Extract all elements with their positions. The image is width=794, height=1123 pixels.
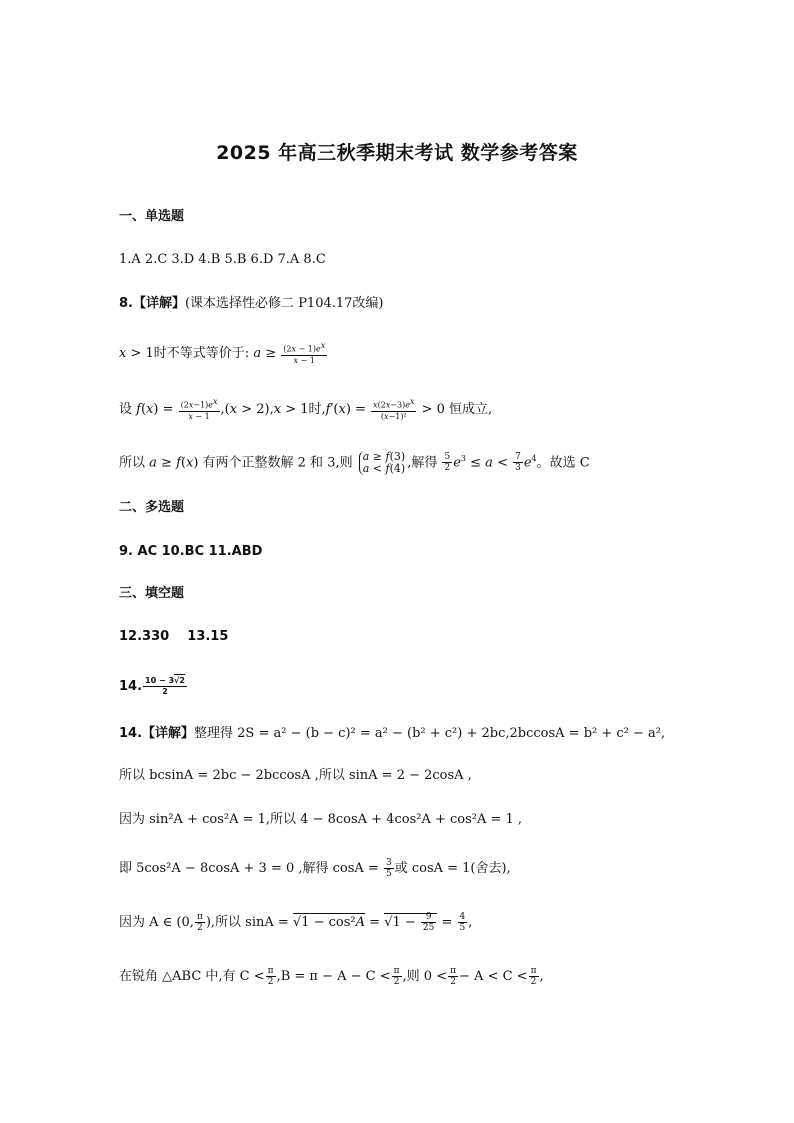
answers-multi-choice: 9. AC 10.BC 11.ABD [119,544,263,559]
section-single-choice: 一、单选题 [119,209,185,224]
q14-l6b: ,B = π − A − C < [276,969,391,984]
frac-5-2: $\frac{5}{2}$ [444,452,451,474]
q8-l2-c: 恒成立, [449,401,493,417]
frac-9-25: $\frac{9}{25}$ [422,912,435,933]
q8-source: (课本选择性必修二 P104.17改编) [184,296,384,311]
section-multi-choice: 二、多选题 [119,500,185,515]
q14-line-5: 因为 A ∈ (0, $\frac{\pi}{2}$ ),所以 sinA = √1 − cos²A = √1 − $\frac{9}{25}$ = $\frac{4}{5}$ , [119,912,473,933]
q8-l2-a: 设 [119,401,137,417]
q14-line-6 [119,966,544,987]
q14-l5b: ),所以 sinA = [205,915,293,930]
frac-pi-2-b: $\frac{\pi}{2}$ [393,966,400,987]
q14-prefix: 14. [119,679,143,694]
q8-l1-text: 时不等式等价于: [153,345,250,361]
frac-pi-2-d: $\frac{\pi}{2}$ [530,966,537,987]
q8-line-3: 所以 a ≥ f(x) 有两个正整数解 2 和 3,则 a ≥ f(3) a < f(4) ,解得 $\frac{5}{2}$ $e^3 \le a$ < $\frac{7}{3}$ $e^4$。故选 C [119,449,590,475]
frac-pi-2-c: $\frac{\pi}{2}$ [450,966,457,987]
q8-fraction-2: $\frac{(2x-1)e^x}{x - 1}$ [180,397,218,421]
q8-system: a ≥ f(3) a < f(4) [359,451,405,475]
frac-pi-2: $\frac{\pi}{2}$ [196,912,203,933]
q14-l6a: 在锐角 △ABC 中,有 C < [119,969,265,984]
q14-answer-fraction: $\frac{10 - 3√2}{2}$ [145,676,185,696]
q14-head: 14.【详解】 [119,726,195,741]
frac-7-3: $\frac{7}{3}$ [515,452,521,474]
answers-fill-12-13: 12.330 13.15 [119,629,229,644]
q14-l6d: − A < C < [459,969,528,984]
frac-3-5: $\frac{3}{5}$ [385,858,392,879]
q14-l6c: ,则 0 < [402,969,448,984]
q14-line-1 [119,724,665,744]
q14-l5a: 因为 A ∈ (0, [119,915,194,930]
page-title: 2025 年高三秋季期末考试 数学参考答案 [216,142,578,164]
q14-line-2: 所以 bcsinA = 2bc − 2bccosA ,所以 sinA = 2 − 2cosA , [119,768,472,783]
q14-l6e: , [539,969,544,984]
answers-single-choice: 1.A 2.C 3.D 4.B 5.B 6.D 7.A 8.C [119,252,326,267]
q8-head: 8.【详解】 [119,296,185,311]
q14-line-4 [119,858,511,879]
q14-l1: 整理得 2S = a² − (b − c)² = a² − (b² + c²) + 2bc,2bccosA = b² + c² − a², [194,726,666,741]
q14-l4b: 或 cosA = 1(舍去), [394,861,511,876]
answer-14 [119,676,188,697]
q14-line-3: 因为 sin²A + cos²A = 1,所以 4 − 8cosA + 4cos²A + cos²A = 1 , [119,812,523,827]
frac-pi-2-a: $\frac{\pi}{2}$ [267,966,274,987]
q14-l4a: 即 5cos²A − 8cosA + 3 = 0 ,解得 cosA = [119,861,383,876]
q8-fraction-1: $\frac{(2x - 1)e^x}{x - 1}$ [283,341,326,365]
q8-l3-d: 。故选 C [536,455,590,471]
section-fill-blank: 三、填空题 [119,586,185,601]
q8-header [119,294,384,314]
q8-line-1: x > 1时不等式等价于: a ≥ $\frac{(2x - 1)e^x}{x - 1}$ [119,341,326,365]
q8-l3-a: 所以 [119,455,150,471]
q8-l2-b: 时, [308,401,326,417]
frac-4-5: $\frac{4}{5}$ [459,912,466,933]
q8-l3-c: ,解得 [407,455,442,471]
q8-fraction-3: $\frac{x(2x-3)e^x}{\text{(x−1)²}}$ [373,397,415,421]
q8-l3-b: 有两个正整数解 2 和 3,则 [198,455,353,471]
q8-line-2: 设 f(x) = $\frac{(2x-1)e^x}{x - 1}$ ,(x > 2),x > 1时,f′(x) = $\frac{x(2x-3)e^x}{\text{(x−1)²}}$ > 0 恒成立, [119,397,493,421]
